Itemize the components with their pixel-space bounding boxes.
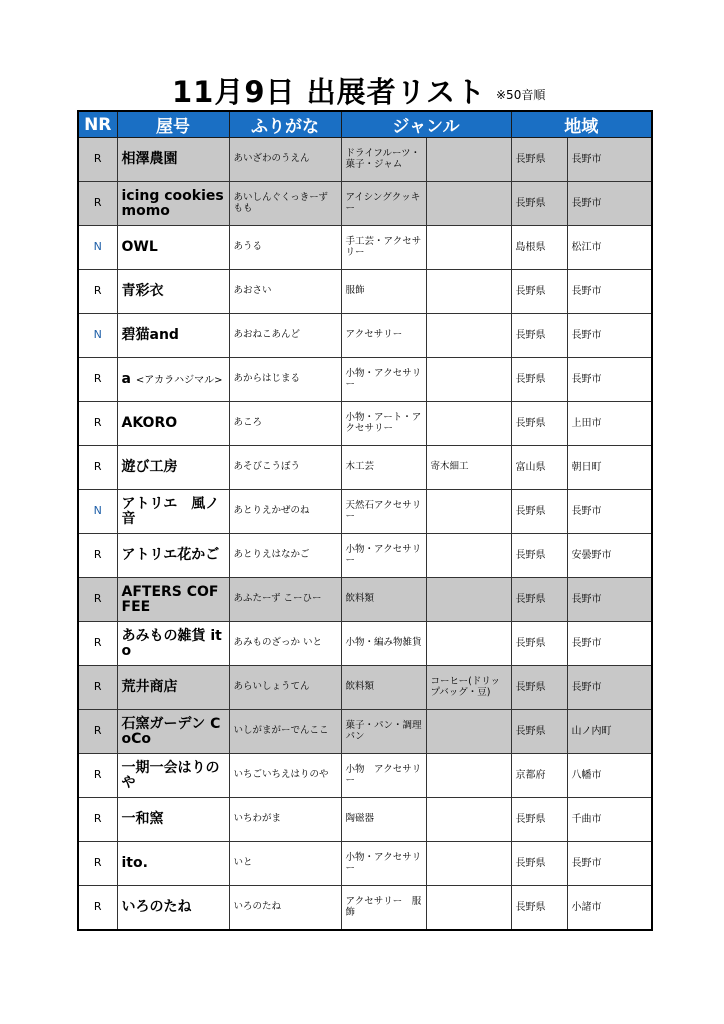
- genre-detail-cell: [426, 534, 511, 578]
- title-area: [0, 70, 724, 110]
- city-cell: 朝日町: [567, 446, 652, 490]
- nr-cell: R: [78, 182, 117, 226]
- genre-cell: 小物・アクセサリー: [341, 842, 426, 886]
- shop-name-cell: [117, 842, 229, 886]
- shop-name: 荒井商店: [121, 679, 178, 696]
- table-row: [78, 490, 652, 534]
- table-row: [78, 534, 652, 578]
- genre-detail-cell: [426, 578, 511, 622]
- prefecture-cell: 長野県: [511, 710, 567, 754]
- shop-name: 一和窯: [121, 811, 164, 828]
- prefecture-cell: 長野県: [511, 798, 567, 842]
- city-cell: 長野市: [567, 270, 652, 314]
- shop-name-cell: [117, 710, 229, 754]
- table-row: [78, 314, 652, 358]
- genre-detail-cell: [426, 798, 511, 842]
- table-row: [78, 666, 652, 710]
- kana-cell: あおさい: [229, 270, 341, 314]
- city-cell: 千曲市: [567, 798, 652, 842]
- nr-cell: R: [78, 534, 117, 578]
- genre-cell: 天然石アクセサリー: [341, 490, 426, 534]
- city-cell: 長野市: [567, 490, 652, 534]
- prefecture-cell: 長野県: [511, 402, 567, 446]
- city-cell: 長野市: [567, 842, 652, 886]
- shop-name: ito.: [121, 855, 148, 872]
- genre-detail-cell: コーヒー(ドリップバッグ・豆): [426, 666, 511, 710]
- shop-name: 相澤農園: [121, 151, 178, 168]
- kana-cell: いろのたね: [229, 886, 341, 931]
- table-row: [78, 358, 652, 402]
- genre-cell: 小物・アクセサリー: [341, 358, 426, 402]
- prefecture-cell: 京都府: [511, 754, 567, 798]
- header-row: [78, 111, 652, 138]
- genre-cell: 手工芸・アクセサリー: [341, 226, 426, 270]
- genre-cell: 小物・編み物雑貨: [341, 622, 426, 666]
- table-row: [78, 226, 652, 270]
- prefecture-cell: 長野県: [511, 182, 567, 226]
- shop-name: 遊び工房: [121, 459, 178, 476]
- shop-name: 青彩衣: [121, 283, 164, 300]
- exhibitor-table: [77, 110, 653, 931]
- table-row: [78, 886, 652, 931]
- prefecture-cell: 長野県: [511, 842, 567, 886]
- genre-detail-cell: [426, 138, 511, 182]
- shop-name: AKORO: [121, 415, 178, 432]
- genre-detail-cell: [426, 358, 511, 402]
- genre-detail-cell: [426, 270, 511, 314]
- shop-name: AFTERS COFFEE: [121, 583, 219, 615]
- nr-cell: N: [78, 490, 117, 534]
- table-row: [78, 710, 652, 754]
- genre-detail-cell: [426, 754, 511, 798]
- kana-cell: あとりえかぜのね: [229, 490, 341, 534]
- shop-name-cell: [117, 402, 229, 446]
- shop-name-cell: [117, 666, 229, 710]
- col-header-name: 屋号: [117, 111, 229, 138]
- col-header-genre: ジャンル: [341, 111, 511, 138]
- city-cell: 小諸市: [567, 886, 652, 931]
- shop-name-cell: [117, 578, 229, 622]
- kana-cell: あうる: [229, 226, 341, 270]
- kana-cell: あいしんぐくっきーずもも: [229, 182, 341, 226]
- prefecture-cell: 島根県: [511, 226, 567, 270]
- table-row: [78, 402, 652, 446]
- city-cell: 八幡市: [567, 754, 652, 798]
- nr-cell: R: [78, 886, 117, 931]
- prefecture-cell: 長野県: [511, 314, 567, 358]
- genre-cell: アクセサリー 服飾: [341, 886, 426, 931]
- col-header-nr: NR: [78, 111, 117, 138]
- genre-detail-cell: [426, 490, 511, 534]
- shop-name-cell: [117, 182, 229, 226]
- city-cell: 松江市: [567, 226, 652, 270]
- nr-cell: R: [78, 754, 117, 798]
- nr-cell: R: [78, 798, 117, 842]
- page-title: 11月9日 出展者リスト: [172, 75, 487, 109]
- kana-cell: あふたーず こーひー: [229, 578, 341, 622]
- table-row: [78, 842, 652, 886]
- kana-cell: いちわがま: [229, 798, 341, 842]
- genre-cell: アイシングクッキー: [341, 182, 426, 226]
- prefecture-cell: 長野県: [511, 534, 567, 578]
- prefecture-cell: 長野県: [511, 138, 567, 182]
- prefecture-cell: 長野県: [511, 358, 567, 402]
- shop-name-cell: [117, 270, 229, 314]
- nr-cell: R: [78, 270, 117, 314]
- nr-cell: N: [78, 314, 117, 358]
- shop-name-cell: [117, 358, 229, 402]
- genre-detail-cell: [426, 842, 511, 886]
- genre-cell: 菓子・パン・調理パン: [341, 710, 426, 754]
- city-cell: 長野市: [567, 138, 652, 182]
- genre-cell: アクセサリー: [341, 314, 426, 358]
- shop-name: a: [121, 371, 131, 388]
- genre-detail-cell: [426, 314, 511, 358]
- table-row: [78, 754, 652, 798]
- kana-cell: あいざわのうえん: [229, 138, 341, 182]
- genre-detail-cell: [426, 710, 511, 754]
- table-row: [78, 138, 652, 182]
- shop-name-sub: <アカラハジマル>: [135, 375, 223, 387]
- table-row: [78, 270, 652, 314]
- kana-cell: あとりえはなかご: [229, 534, 341, 578]
- shop-name: icing cookies momo: [121, 187, 224, 219]
- shop-name: 碧猫and: [121, 327, 179, 344]
- table-row: [78, 578, 652, 622]
- genre-detail-cell: [426, 886, 511, 931]
- city-cell: 長野市: [567, 666, 652, 710]
- prefecture-cell: 長野県: [511, 270, 567, 314]
- table-row: [78, 182, 652, 226]
- nr-cell: R: [78, 842, 117, 886]
- kana-cell: あらいしょうてん: [229, 666, 341, 710]
- shop-name-cell: [117, 138, 229, 182]
- city-cell: 上田市: [567, 402, 652, 446]
- genre-cell: ドライフルーツ・菓子・ジャム: [341, 138, 426, 182]
- prefecture-cell: 富山県: [511, 446, 567, 490]
- nr-cell: R: [78, 446, 117, 490]
- table-row: [78, 622, 652, 666]
- genre-detail-cell: [426, 402, 511, 446]
- city-cell: 長野市: [567, 622, 652, 666]
- shop-name: アトリエ花かご: [121, 547, 220, 564]
- nr-cell: R: [78, 710, 117, 754]
- shop-name-cell: [117, 622, 229, 666]
- kana-cell: あみものざっか いと: [229, 622, 341, 666]
- kana-cell: あからはじまる: [229, 358, 341, 402]
- genre-detail-cell: [426, 182, 511, 226]
- prefecture-cell: 長野県: [511, 490, 567, 534]
- shop-name: 石窯ガーデン CoCo: [121, 715, 221, 747]
- table-row: [78, 798, 652, 842]
- nr-cell: R: [78, 358, 117, 402]
- genre-cell: 飲料類: [341, 666, 426, 710]
- kana-cell: いちごいちえはりのや: [229, 754, 341, 798]
- city-cell: 長野市: [567, 182, 652, 226]
- shop-name-cell: [117, 798, 229, 842]
- prefecture-cell: 長野県: [511, 578, 567, 622]
- prefecture-cell: 長野県: [511, 622, 567, 666]
- kana-cell: いしがまがーでんここ: [229, 710, 341, 754]
- shop-name-cell: [117, 446, 229, 490]
- col-header-region: 地域: [511, 111, 652, 138]
- genre-cell: 小物・アート・アクセサリー: [341, 402, 426, 446]
- shop-name: アトリエ 風ノ音: [121, 495, 220, 527]
- genre-cell: 小物・アクセサリー: [341, 534, 426, 578]
- kana-cell: いと: [229, 842, 341, 886]
- city-cell: 安曇野市: [567, 534, 652, 578]
- shop-name-cell: [117, 490, 229, 534]
- genre-detail-cell: [426, 622, 511, 666]
- prefecture-cell: 長野県: [511, 886, 567, 931]
- genre-detail-cell: [426, 226, 511, 270]
- shop-name: いろのたね: [121, 899, 192, 916]
- shop-name: 一期一会はりのや: [121, 759, 220, 791]
- sort-note: ※50音順: [496, 88, 546, 102]
- kana-cell: あころ: [229, 402, 341, 446]
- table-row: [78, 446, 652, 490]
- nr-cell: R: [78, 138, 117, 182]
- genre-cell: 飲料類: [341, 578, 426, 622]
- genre-cell: 木工芸: [341, 446, 426, 490]
- nr-cell: N: [78, 226, 117, 270]
- col-header-kana: ふりがな: [229, 111, 341, 138]
- genre-cell: 陶磁器: [341, 798, 426, 842]
- city-cell: 山ノ内町: [567, 710, 652, 754]
- shop-name-cell: [117, 534, 229, 578]
- shop-name-cell: [117, 226, 229, 270]
- nr-cell: R: [78, 666, 117, 710]
- genre-detail-cell: 寄木細工: [426, 446, 511, 490]
- nr-cell: R: [78, 402, 117, 446]
- shop-name: OWL: [121, 239, 158, 256]
- shop-name: あみもの雑貨 ito: [121, 627, 222, 659]
- kana-cell: あおねこあんど: [229, 314, 341, 358]
- city-cell: 長野市: [567, 314, 652, 358]
- prefecture-cell: 長野県: [511, 666, 567, 710]
- shop-name-cell: [117, 886, 229, 931]
- shop-name-cell: [117, 314, 229, 358]
- genre-cell: 服飾: [341, 270, 426, 314]
- nr-cell: R: [78, 578, 117, 622]
- kana-cell: あそびこうぼう: [229, 446, 341, 490]
- city-cell: 長野市: [567, 358, 652, 402]
- city-cell: 長野市: [567, 578, 652, 622]
- nr-cell: R: [78, 622, 117, 666]
- genre-cell: 小物 アクセサリー: [341, 754, 426, 798]
- shop-name-cell: [117, 754, 229, 798]
